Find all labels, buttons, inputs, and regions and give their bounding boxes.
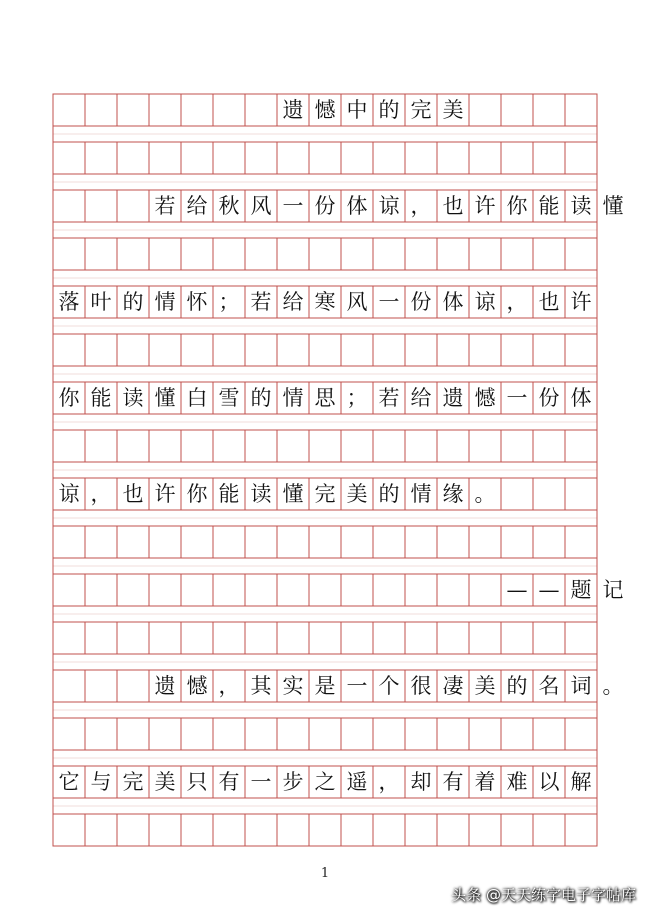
- char-cell: —: [538, 577, 560, 602]
- char-cell: [53, 190, 85, 222]
- char-cell: 。: [474, 481, 496, 506]
- text-line: [53, 574, 624, 606]
- char-cell: 完: [122, 769, 144, 794]
- char-cell: 却: [410, 769, 432, 794]
- char-cell: 解: [570, 769, 592, 794]
- char-cell: ，: [90, 481, 112, 506]
- char-cell: 给: [282, 289, 304, 314]
- char-cell: 的: [506, 673, 528, 698]
- char-cell: 题: [570, 577, 592, 602]
- char-cell: 难: [506, 769, 528, 794]
- grid-row: [53, 430, 597, 462]
- char-cell: 谅: [378, 193, 400, 218]
- char-cell: 白: [186, 385, 208, 410]
- char-cell: [149, 94, 181, 126]
- char-cell: 它: [58, 769, 80, 794]
- char-cell: 着: [474, 769, 496, 794]
- watermark: 头条 @天天练字电子字帖库: [451, 886, 636, 904]
- char-cell: 记: [602, 577, 624, 602]
- char-cell: 缘: [442, 481, 464, 506]
- char-cell: [405, 574, 437, 606]
- char-cell: 体: [346, 193, 368, 218]
- char-cell: [117, 94, 149, 126]
- char-cell: [53, 574, 85, 606]
- char-cell: 能: [538, 193, 560, 218]
- char-cell: 美: [474, 673, 496, 698]
- char-cell: [53, 670, 85, 702]
- char-cell: [277, 574, 309, 606]
- char-cell: [245, 574, 277, 606]
- char-cell: [117, 670, 149, 702]
- char-cell: ；: [346, 385, 368, 410]
- text-line: [53, 670, 624, 702]
- char-cell: 给: [186, 193, 208, 218]
- grid-row: [53, 142, 597, 174]
- char-cell: 也: [538, 289, 560, 314]
- char-cell: 遗: [282, 97, 304, 122]
- char-cell: 憾: [186, 673, 208, 698]
- char-cell: 风: [346, 289, 368, 314]
- char-cell: —: [506, 577, 528, 602]
- char-cell: 中: [346, 97, 368, 122]
- char-cell: 谅: [58, 481, 80, 506]
- text-line: [53, 94, 597, 126]
- char-cell: [245, 94, 277, 126]
- char-cell: 也: [122, 481, 144, 506]
- char-cell: [309, 574, 341, 606]
- char-cell: ，: [410, 193, 432, 218]
- char-cell: [117, 574, 149, 606]
- page-number: 1: [320, 866, 330, 881]
- char-cell: ；: [218, 289, 240, 314]
- char-cell: 词: [570, 673, 592, 698]
- char-cell: [181, 574, 213, 606]
- char-cell: [469, 574, 501, 606]
- char-cell: 你: [186, 481, 208, 506]
- char-cell: 一: [346, 673, 368, 698]
- char-cell: 实: [282, 673, 304, 698]
- char-cell: [117, 190, 149, 222]
- char-cell: 体: [570, 385, 592, 410]
- char-cell: 与: [90, 769, 112, 794]
- char-cell: 是: [314, 673, 336, 698]
- char-cell: 憾: [474, 385, 496, 410]
- char-cell: 体: [442, 289, 464, 314]
- char-cell: 其: [250, 673, 272, 698]
- char-cell: 份: [538, 385, 560, 410]
- char-cell: 完: [314, 481, 336, 506]
- text-line: [53, 286, 597, 318]
- text-line: [53, 766, 597, 798]
- char-cell: ，: [506, 289, 528, 314]
- grid-row: [53, 814, 597, 846]
- char-cell: 懂: [154, 385, 176, 410]
- char-cell: 一: [506, 385, 528, 410]
- text-line: [53, 190, 624, 222]
- char-cell: 情: [282, 385, 304, 410]
- char-cell: 份: [314, 193, 336, 218]
- char-cell: ，: [378, 769, 400, 794]
- char-cell: [181, 94, 213, 126]
- char-cell: 以: [538, 769, 560, 794]
- char-cell: 。: [602, 673, 624, 698]
- char-cell: 的: [250, 385, 272, 410]
- char-cell: 雪: [218, 385, 240, 410]
- char-cell: 若: [250, 289, 272, 314]
- char-cell: [149, 574, 181, 606]
- char-cell: [53, 94, 85, 126]
- char-cell: 读: [570, 193, 592, 218]
- grid-row: [53, 334, 597, 366]
- char-cell: 若: [378, 385, 400, 410]
- text-line: [53, 478, 597, 510]
- char-cell: 遗: [442, 385, 464, 410]
- char-cell: 遥: [346, 769, 368, 794]
- char-cell: 许: [474, 193, 496, 218]
- char-cell: 谅: [474, 289, 496, 314]
- char-cell: 秋: [218, 193, 240, 218]
- char-cell: 的: [122, 289, 144, 314]
- char-cell: 的: [378, 97, 400, 122]
- char-cell: 情: [410, 481, 432, 506]
- grid-row: [53, 622, 597, 654]
- char-cell: 的: [378, 481, 400, 506]
- char-cell: [341, 574, 373, 606]
- char-cell: 落: [58, 289, 80, 314]
- char-cell: 只: [186, 769, 208, 794]
- char-cell: [85, 574, 117, 606]
- char-cell: 许: [154, 481, 176, 506]
- char-cell: 凄: [442, 673, 464, 698]
- char-cell: 读: [122, 385, 144, 410]
- text-line: [53, 382, 597, 414]
- char-cell: [213, 94, 245, 126]
- char-cell: 美: [346, 481, 368, 506]
- char-cell: 遗: [154, 673, 176, 698]
- grid-row: [53, 526, 597, 558]
- char-cell: 叶: [90, 289, 112, 314]
- char-cell: 能: [218, 481, 240, 506]
- char-cell: 一: [250, 769, 272, 794]
- grid-row: [53, 718, 597, 750]
- char-cell: 读: [250, 481, 272, 506]
- char-cell: 懂: [282, 481, 304, 506]
- char-cell: 有: [442, 769, 464, 794]
- char-cell: [85, 94, 117, 126]
- char-cell: 若: [154, 193, 176, 218]
- grid-row: [53, 238, 597, 270]
- char-cell: 个: [378, 673, 400, 698]
- char-cell: 风: [250, 193, 272, 218]
- char-cell: ，: [218, 673, 240, 698]
- char-cell: [85, 670, 117, 702]
- char-cell: 很: [410, 673, 432, 698]
- char-cell: 能: [90, 385, 112, 410]
- char-cell: 之: [314, 769, 336, 794]
- char-cell: 美: [154, 769, 176, 794]
- char-cell: 寒: [314, 289, 336, 314]
- char-cell: [213, 574, 245, 606]
- char-cell: 懂: [602, 193, 624, 218]
- char-cell: 美: [442, 97, 464, 122]
- char-cell: [373, 574, 405, 606]
- char-cell: 情: [154, 289, 176, 314]
- char-cell: 憾: [314, 97, 336, 122]
- char-cell: 给: [410, 385, 432, 410]
- char-cell: 也: [442, 193, 464, 218]
- char-cell: 一: [282, 193, 304, 218]
- char-cell: [85, 190, 117, 222]
- char-cell: [437, 574, 469, 606]
- char-cell: 完: [410, 97, 432, 122]
- char-cell: 名: [538, 673, 560, 698]
- char-cell: 一: [378, 289, 400, 314]
- char-cell: 怀: [186, 289, 208, 314]
- char-cell: 有: [218, 769, 240, 794]
- char-cell: 许: [570, 289, 592, 314]
- char-cell: 步: [282, 769, 304, 794]
- char-cell: 思: [314, 385, 336, 410]
- char-cell: 份: [410, 289, 432, 314]
- char-cell: 你: [506, 193, 528, 218]
- char-cell: 你: [58, 385, 80, 410]
